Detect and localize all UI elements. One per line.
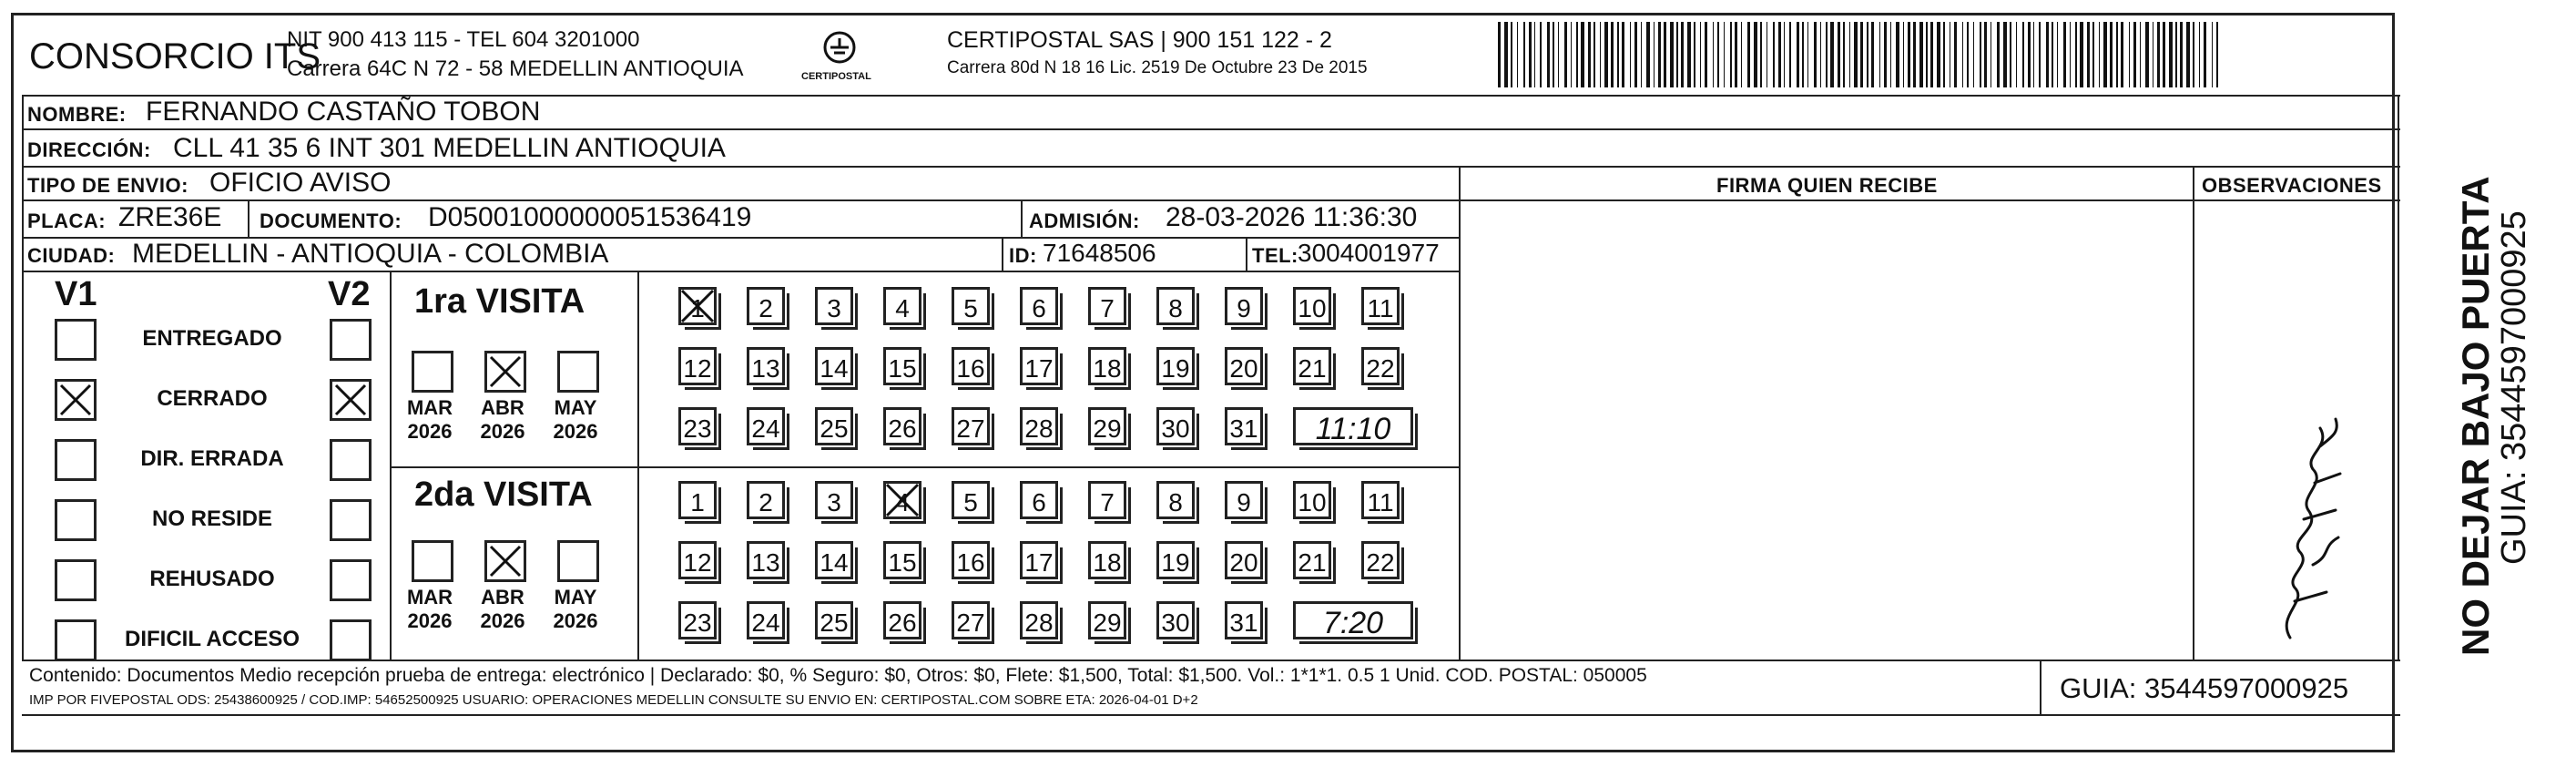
barcode-bar <box>1747 22 1750 87</box>
month-label: ABR <box>481 396 524 419</box>
courier-name: CERTIPOSTAL SAS | 900 151 122 - 2 <box>947 27 1332 53</box>
barcode-bar <box>1504 22 1508 87</box>
barcode-bar <box>1807 22 1808 87</box>
barcode-bar <box>1713 22 1714 87</box>
v2-checkbox[interactable] <box>330 319 372 361</box>
barcode-bar <box>1529 22 1532 87</box>
barcode-bar <box>2110 22 2113 87</box>
barcode-bar <box>1843 22 1845 87</box>
barcode-bar <box>1908 22 1910 87</box>
month-label: MAR <box>406 396 453 419</box>
barcode-bar <box>1604 22 1608 87</box>
barcode-bar <box>1890 22 1891 87</box>
v2-checkbox[interactable] <box>330 559 372 601</box>
barcode-bar <box>1687 22 1691 87</box>
barcode-bar <box>1820 22 1821 87</box>
plate-label: PLACA: <box>27 210 107 232</box>
day-box[interactable]: 8 <box>1156 287 1195 325</box>
barcode-bar <box>1854 22 1858 87</box>
day-box[interactable]: 24 <box>747 407 785 445</box>
visit-time: 11:10 <box>1293 407 1413 445</box>
barcode-bar <box>1581 22 1584 87</box>
barcode-bar <box>1814 22 1817 87</box>
city-label: CIUDAD: <box>27 244 116 267</box>
day-box[interactable]: 12 <box>678 541 717 579</box>
barcode-bar <box>2046 22 2049 87</box>
month-label: MAY <box>554 396 597 419</box>
barcode-bar <box>2092 22 2094 87</box>
month-checkbox[interactable] <box>484 351 526 393</box>
day-box[interactable]: 15 <box>883 541 921 579</box>
plate-value: ZRE36E <box>118 202 222 232</box>
barcode-bar <box>1784 22 1785 87</box>
barcode-bar <box>1741 22 1742 87</box>
day-box[interactable]: 30 <box>1156 407 1195 445</box>
side-guia: GUIA: 3544597000925 <box>2495 210 2533 565</box>
company-nit: NIT 900 413 115 - TEL 604 3201000 <box>287 27 640 52</box>
day-box[interactable]: 1 <box>678 481 717 519</box>
day-box[interactable]: 13 <box>747 347 785 385</box>
barcode-bar <box>1849 22 1850 87</box>
v1-checkbox[interactable] <box>55 619 97 661</box>
day-box[interactable]: 28 <box>1020 407 1058 445</box>
month-checkbox[interactable] <box>412 351 453 393</box>
visit-time: 7:20 <box>1293 601 1413 639</box>
barcode-bar <box>1860 22 1863 87</box>
day-box[interactable]: 22 <box>1361 541 1400 579</box>
barcode-bar <box>1754 22 1757 87</box>
day-box[interactable]: 31 <box>1225 601 1263 639</box>
barcode-bar <box>1903 22 1904 87</box>
barcode-bar <box>1724 22 1725 87</box>
day-box[interactable]: 26 <box>883 601 921 639</box>
barcode-bar <box>1797 22 1799 87</box>
day-box[interactable]: 25 <box>815 407 853 445</box>
day-box[interactable]: 6 <box>1020 287 1058 325</box>
v1-checkbox[interactable] <box>55 319 97 361</box>
barcode-bar <box>2186 22 2190 87</box>
barcode-bar <box>1681 22 1684 87</box>
barcode-bar <box>1973 22 1974 87</box>
day-box[interactable]: 14 <box>815 541 853 579</box>
barcode-bar <box>1954 22 1957 87</box>
v2-header: V2 <box>328 275 371 313</box>
day-box[interactable]: 19 <box>1156 541 1195 579</box>
barcode-bar <box>1896 22 1899 87</box>
barcode-bar <box>1664 22 1666 87</box>
day-box[interactable]: 14 <box>815 347 853 385</box>
barcode-bar <box>1558 22 1559 87</box>
barcode-bar <box>1553 22 1554 87</box>
barcode-bar <box>1654 22 1655 87</box>
month-checkbox[interactable] <box>557 351 599 393</box>
barcode-bar <box>1534 22 1535 87</box>
barcode-bar <box>1630 22 1631 87</box>
barcode-bar <box>2212 22 2213 87</box>
day-box[interactable]: 3 <box>815 481 853 519</box>
v1-checkbox[interactable] <box>55 439 97 481</box>
day-box[interactable]: 10 <box>1293 287 1331 325</box>
day-box[interactable]: 9 <box>1225 287 1263 325</box>
day-box[interactable]: 18 <box>1088 347 1126 385</box>
barcode-bar <box>1789 22 1791 87</box>
check-mark-icon <box>332 382 369 418</box>
barcode-bar <box>2099 22 2100 87</box>
day-box[interactable]: 24 <box>747 601 785 639</box>
day-box[interactable]: 27 <box>952 601 990 639</box>
id-label: ID: <box>1009 244 1037 267</box>
v1-checkbox[interactable] <box>55 499 97 541</box>
barcode-bar <box>1879 22 1880 87</box>
day-box[interactable]: 29 <box>1088 407 1126 445</box>
barcode-bar <box>2193 22 2194 87</box>
day-box[interactable]: 21 <box>1293 347 1331 385</box>
day-box[interactable]: 7 <box>1088 287 1126 325</box>
status-option-label: NO RESIDE <box>151 506 273 531</box>
barcode-bar <box>1830 22 1834 87</box>
barcode-bar <box>2116 22 2118 87</box>
day-box[interactable]: 2 <box>747 287 785 325</box>
footer-imp: IMP POR FIVEPOSTAL ODS: 25438600925 / COD.IMP: 54652500925 USUARIO: OPERACIONES MEDELLIN CONSULTE SU ENVIO EN: CERTIPOSTAL.COM SOBRE ETA: 2026-04-01 D+2 <box>29 692 1198 708</box>
admission-label: ADMISIÓN: <box>1029 210 1140 232</box>
year-label: 2026 <box>480 609 525 632</box>
barcode-bar <box>1967 22 1969 87</box>
v1-checkbox[interactable] <box>55 379 97 421</box>
check-mark-icon <box>487 543 524 579</box>
v2-checkbox[interactable] <box>330 439 372 481</box>
v2-checkbox[interactable] <box>330 499 372 541</box>
barcode-bar <box>1523 22 1525 87</box>
barcode-bar <box>1760 22 1762 87</box>
barcode-bar <box>1930 22 1933 87</box>
barcode-bar <box>1826 22 1828 87</box>
barcode-bar <box>1540 22 1542 87</box>
company-name: CONSORCIO ITS <box>29 36 321 77</box>
barcode-bar <box>1937 22 1940 87</box>
year-label: 2026 <box>407 420 453 443</box>
day-box[interactable]: 23 <box>678 407 717 445</box>
day-box[interactable]: 20 <box>1225 541 1263 579</box>
barcode-bar <box>1593 22 1595 87</box>
day-box[interactable]: 26 <box>883 407 921 445</box>
barcode-bar <box>2039 22 2041 87</box>
month-label: ABR <box>481 586 524 608</box>
month-label: MAY <box>554 586 597 608</box>
footer-content: Contenido: Documentos Medio recepción prueba de entrega: electrónico | Declarado: $0, % Seguro: $0, Otros: $0, Flete: $1,500, Total: $1,500. Vol.: 1*1*1. 0.5 1 Unid. COD. POSTAL: 050005 <box>29 665 1647 686</box>
barcode-bar <box>1694 22 1695 87</box>
barcode-bar <box>1600 22 1601 87</box>
admission-value: 28-03-2026 11:36:30 <box>1166 202 1418 232</box>
day-box[interactable]: 31 <box>1225 407 1263 445</box>
tel-value: 3004001977 <box>1298 239 1440 267</box>
barcode-bar <box>1997 22 2000 87</box>
barcode-bar <box>1913 22 1916 87</box>
tel-label: TEL: <box>1252 244 1298 267</box>
barcode-bar <box>2063 22 2066 87</box>
barcode-bar <box>1735 22 1737 87</box>
day-box[interactable]: 11 <box>1361 481 1400 519</box>
visit2-title: 2da VISITA <box>414 476 593 514</box>
barcode-bar <box>1617 22 1619 87</box>
day-box[interactable]: 27 <box>952 407 990 445</box>
barcode-bar <box>1646 22 1650 87</box>
day-box[interactable]: 10 <box>1293 481 1331 519</box>
day-box[interactable]: 17 <box>1020 347 1058 385</box>
day-box[interactable]: 20 <box>1225 347 1263 385</box>
day-box[interactable]: 3 <box>815 287 853 325</box>
barcode-bar <box>1498 22 1501 87</box>
barcode-bar <box>2133 22 2136 87</box>
v2-checkbox[interactable] <box>330 619 372 661</box>
barcode-bar <box>1611 22 1614 87</box>
barcode-bar <box>1838 22 1840 87</box>
year-label: 2026 <box>553 420 598 443</box>
recipient-address: CLL 41 35 6 INT 301 MEDELLIN ANTIOQUIA <box>173 133 726 163</box>
day-box[interactable]: 6 <box>1020 481 1058 519</box>
barcode-bar <box>2129 22 2130 87</box>
barcode-bar <box>2145 22 2149 87</box>
barcode-bar <box>2016 22 2017 87</box>
barcode <box>1498 0 2226 91</box>
barcode-bar <box>1641 22 1642 87</box>
day-box[interactable]: 9 <box>1225 481 1263 519</box>
barcode-bar <box>2080 22 2083 87</box>
day-box[interactable]: 23 <box>678 601 717 639</box>
document-label: DOCUMENTO: <box>260 210 402 232</box>
visit1-title: 1ra VISITA <box>414 282 585 321</box>
status-option-label: REHUSADO <box>149 567 275 591</box>
day-box[interactable]: 17 <box>1020 541 1058 579</box>
logo-caption: CERTIPOSTAL <box>801 71 871 82</box>
barcode-bar <box>1717 22 1719 87</box>
barcode-bar <box>1634 22 1637 87</box>
barcode-bar <box>2163 22 2165 87</box>
v1-checkbox[interactable] <box>55 559 97 601</box>
recipient-name: FERNANDO CASTAÑO TOBON <box>146 97 541 127</box>
barcode-bar <box>2028 22 2031 87</box>
day-box[interactable]: 30 <box>1156 601 1195 639</box>
barcode-bar <box>1984 22 1987 87</box>
shipment-type: OFICIO AVISO <box>209 168 392 198</box>
barcode-bar <box>2070 22 2071 87</box>
barcode-bar <box>2140 22 2141 87</box>
check-mark-icon <box>678 287 717 325</box>
barcode-bar <box>2169 22 2173 87</box>
barcode-bar <box>1962 22 1963 87</box>
day-box[interactable]: 8 <box>1156 481 1195 519</box>
barcode-bar <box>2103 22 2107 87</box>
barcode-bar <box>2022 22 2024 87</box>
barcode-bar <box>2199 22 2200 87</box>
side-warning: NO DEJAR BAJO PUERTA <box>2454 176 2497 656</box>
v1-header: V1 <box>55 275 97 313</box>
check-mark-icon <box>883 481 921 519</box>
barcode-bar <box>2052 22 2053 87</box>
barcode-bar <box>2216 22 2218 87</box>
day-box[interactable]: 21 <box>1293 541 1331 579</box>
footer-guia: GUIA: 3544597000925 <box>2060 672 2349 704</box>
status-option-label: DIFICIL ACCESO <box>124 627 300 651</box>
barcode-bar <box>1980 22 1981 87</box>
barcode-bar <box>2157 22 2160 87</box>
barcode-bar <box>2010 22 2011 87</box>
barcode-bar <box>2180 22 2183 87</box>
observations-column-header: OBSERVACIONES <box>2202 174 2382 197</box>
barcode-bar <box>1705 22 1707 87</box>
year-label: 2026 <box>407 609 453 632</box>
barcode-bar <box>2057 22 2058 87</box>
barcode-bar <box>1571 22 1572 87</box>
barcode-bar <box>1884 22 1887 87</box>
day-box[interactable]: 5 <box>952 287 990 325</box>
barcode-bar <box>2121 22 2123 87</box>
barcode-bar <box>2075 22 2077 87</box>
barcode-bar <box>2087 22 2090 87</box>
day-box[interactable]: 11 <box>1361 287 1400 325</box>
day-box[interactable]: 18 <box>1088 541 1126 579</box>
barcode-bar <box>1926 22 1928 87</box>
day-box[interactable]: 5 <box>952 481 990 519</box>
day-box[interactable]: 4 <box>883 481 921 519</box>
barcode-bar <box>1588 22 1591 87</box>
barcode-bar <box>1871 22 1874 87</box>
barcode-bar <box>1778 22 1781 87</box>
check-mark-icon <box>487 353 524 390</box>
day-box[interactable]: 29 <box>1088 601 1126 639</box>
barcode-bar <box>1676 22 1678 87</box>
barcode-bar <box>1576 22 1578 87</box>
month-checkbox[interactable] <box>484 540 526 582</box>
day-box[interactable]: 22 <box>1361 347 1400 385</box>
company-address: Carrera 64C N 72 - 58 MEDELLIN ANTIOQUIA <box>287 56 744 81</box>
barcode-bar <box>1943 22 1945 87</box>
barcode-bar <box>1773 22 1775 87</box>
day-box[interactable]: 13 <box>747 541 785 579</box>
document-value: D05001000000051536419 <box>428 202 752 232</box>
year-label: 2026 <box>480 420 525 443</box>
day-box[interactable]: 7 <box>1088 481 1126 519</box>
v2-checkbox[interactable] <box>330 379 372 421</box>
barcode-bar <box>2033 22 2034 87</box>
recipient-signature <box>2258 383 2358 647</box>
barcode-bar <box>1670 22 1674 87</box>
signature-column-header: FIRMA QUIEN RECIBE <box>1716 174 1938 197</box>
day-box[interactable]: 12 <box>678 347 717 385</box>
barcode-bar <box>1802 22 1804 87</box>
day-box[interactable]: 4 <box>883 287 921 325</box>
barcode-bar <box>1867 22 1868 87</box>
day-box[interactable]: 1 <box>678 287 717 325</box>
month-checkbox[interactable] <box>412 540 453 582</box>
month-label: MAR <box>406 586 453 608</box>
city-value: MEDELLIN - ANTIOQUIA - COLOMBIA <box>132 239 609 269</box>
barcode-bar <box>2204 22 2206 87</box>
barcode-bar <box>1511 22 1512 87</box>
status-option-label: ENTREGADO <box>142 326 282 351</box>
day-box[interactable]: 16 <box>952 541 990 579</box>
status-option-label: DIR. ERRADA <box>140 446 284 471</box>
type-label: TIPO DE ENVIO: <box>27 174 188 197</box>
month-checkbox[interactable] <box>557 540 599 582</box>
barcode-bar <box>1564 22 1567 87</box>
status-option-label: CERRADO <box>157 386 268 411</box>
barcode-bar <box>1730 22 1732 87</box>
courier-address: Carrera 80d N 18 16 Lic. 2519 De Octubre 23 De 2015 <box>947 58 1368 77</box>
day-box[interactable]: 2 <box>747 481 785 519</box>
barcode-bar <box>1919 22 1923 87</box>
year-label: 2026 <box>553 609 598 632</box>
day-box[interactable]: 28 <box>1020 601 1058 639</box>
name-label: NOMBRE: <box>27 103 127 126</box>
barcode-bar <box>2175 22 2177 87</box>
day-box[interactable]: 16 <box>952 347 990 385</box>
day-box[interactable]: 25 <box>815 601 853 639</box>
barcode-bar <box>1517 22 1518 87</box>
day-box[interactable]: 19 <box>1156 347 1195 385</box>
barcode-bar <box>2003 22 2007 87</box>
day-box[interactable]: 15 <box>883 347 921 385</box>
check-mark-icon <box>57 382 94 418</box>
id-value: 71648506 <box>1043 239 1156 267</box>
address-label: DIRECCIÓN: <box>27 138 151 161</box>
barcode-bar <box>1547 22 1550 87</box>
barcode-bar <box>1622 22 1624 87</box>
barcode-bar <box>1658 22 1661 87</box>
barcode-bar <box>1700 22 1701 87</box>
